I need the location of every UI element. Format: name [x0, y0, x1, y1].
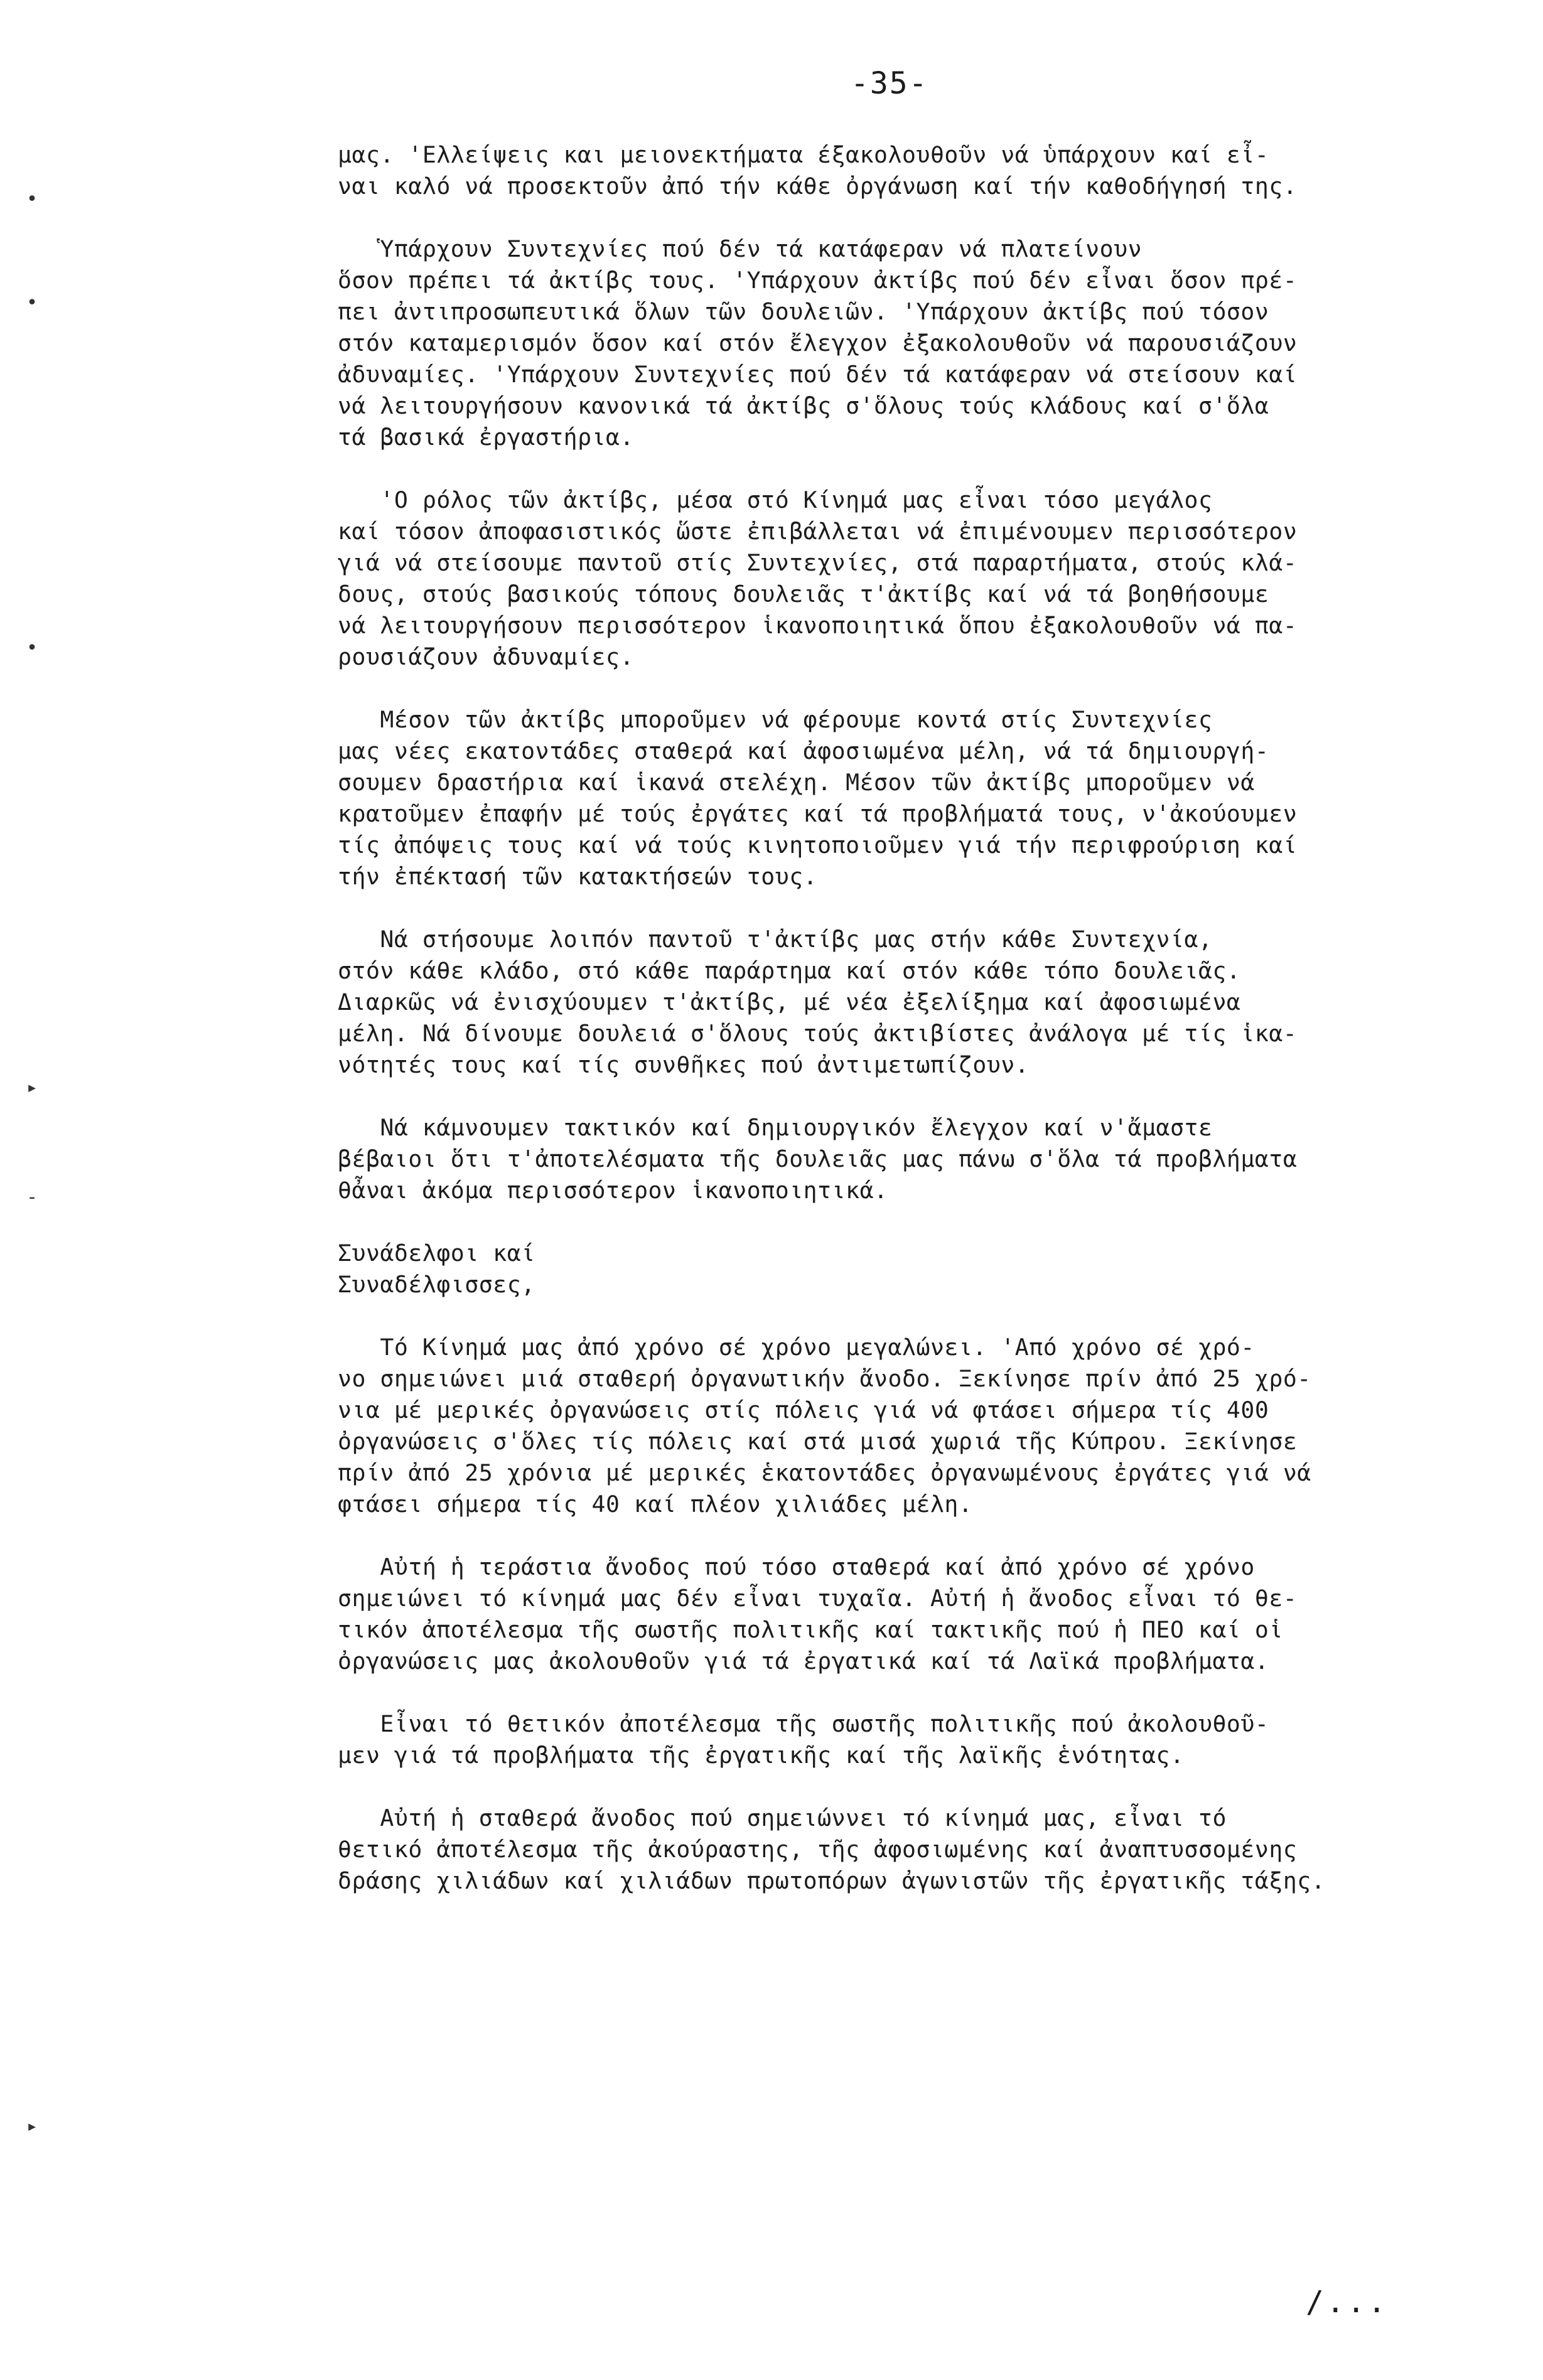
text-line: τίς ἀπόψεις τους καί νά τούς κινητοποιοῦμεν γιά τήν περιφρούριση καί — [338, 832, 1298, 859]
paragraph-gap — [338, 1771, 1487, 1803]
text-line: Διαρκῶς νά ἐνισχύουμεν τ'ἀκτίβς, μέ νέα ἐξελίξημα καί ἀφοσιωμένα — [338, 989, 1241, 1016]
text-line: νότητές τους καί τίς συνθῆκες πού ἀντιμετωπίζουν. — [338, 1051, 1030, 1078]
text-line: Συνάδελφοι καί — [338, 1240, 535, 1267]
text-line: μας. 'Ελλείψεις και μειονεκτήματα έξακολουθοῦν νά ὑπάρχουν καί εἶ- — [338, 141, 1269, 168]
text-line: Εἶναι τό θετικόν ἀποτέλεσμα τῆς σωστῆς πολιτικῆς πού ἀκολουθοῦ- — [338, 1710, 1269, 1737]
text-line: νά λειτουργήσουν περισσότερον ἱκανοποιητικά ὅπου ἐξακολουθοῦν νά πα- — [338, 612, 1298, 639]
text-line: Τό Κίνημά μας ἀπό χρόνο σέ χρόνο μεγαλώνει. 'Από χρόνο σέ χρό- — [338, 1334, 1255, 1361]
paragraph-gap — [338, 673, 1487, 704]
text-line: νια μέ μερικές ὀργανώσεις στίς πόλεις γιά νά φτάσει σήμερα τίς 400 — [338, 1396, 1269, 1423]
text-line: ὅσον πρέπει τά ἀκτίβς τους. 'Υπάρχουν ἀκτίβς πού δέν εἶναι ὅσον πρέ- — [338, 267, 1298, 294]
continuation-mark: /... — [1306, 2285, 1389, 2320]
text-line: νά λειτουργήσουν κανονικά τά ἀκτίβς σ'ὅλους τούς κλάδους καί σ'ὅλα — [338, 392, 1269, 419]
text-line: ρουσιάζουν ἀδυναμίες. — [338, 643, 634, 670]
text-line: πει ἀντιπροσωπευτικά ὅλων τῶν δουλειῶν. 'Υπάρχουν ἀκτίβς πού τόσον — [338, 298, 1269, 325]
paragraph-gap — [338, 453, 1487, 485]
text-line: Συναδέλφισσες, — [338, 1271, 535, 1298]
margin-mark: • — [26, 188, 38, 210]
margin-mark: ▸ — [26, 2115, 38, 2137]
paragraph-gap — [338, 1206, 1487, 1238]
text-line: στόν καταμερισμόν ὅσον καί στόν ἔλεγχον ἐξακολουθοῦν νά παρουσιάζουν — [338, 330, 1298, 356]
text-line: κρατοῦμεν ἐπαφήν μέ τούς ἐργάτες καί τά προβλήματά τους, ν'ἀκούουμεν — [338, 800, 1298, 827]
text-line: τήν ἐπέκτασή τῶν κατακτήσεών τους. — [338, 863, 818, 890]
paragraph-gap — [338, 1081, 1487, 1112]
text-line: ὀργανώσεις μας ἀκολουθοῦν γιά τά ἐργατικά καί τά Λαϊκά προβλήματα. — [338, 1648, 1269, 1675]
text-line: βέβαιοι ὅτι τ'ἀποτελέσματα τῆς δουλειᾶς μας πάνω σ'ὅλα τά προβλήματα — [338, 1145, 1298, 1172]
text-line: σημειώνει τό κίνημά μας δέν εἶναι τυχαῖα. Αὐτή ἡ ἄνοδος εἶναι τό θε- — [338, 1585, 1298, 1612]
text-line: μας νέες εκατοντάδες σταθερά καί ἀφοσιωμένα μέλη, νά τά δημιουργή- — [338, 737, 1269, 764]
paragraph-gap — [338, 1300, 1487, 1332]
text-line: Μέσον τῶν ἀκτίβς μποροῦμεν νά φέρουμε κοντά στίς Συντεχνίες — [338, 706, 1213, 733]
paragraph-gap — [338, 1520, 1487, 1552]
text-line: δράσης χιλιάδων καί χιλιάδων πρωτοπόρων ἀγωνιστῶν τῆς ἐργατικῆς τάξης. — [338, 1867, 1326, 1894]
paragraph-gap — [338, 202, 1487, 233]
text-line: σουμεν δραστήρια καί ἱκανά στελέχη. Μέσον τῶν ἀκτίβς μποροῦμεν νά — [338, 769, 1255, 796]
text-line: ἀδυναμίες. 'Υπάρχουν Συντεχνίες πού δέν τά κατάφεραν νά στείσουν καί — [338, 361, 1298, 388]
text-line: 'Ο ρόλος τῶν ἀκτίβς, μέσα στό Κίνημά μας εἶναι τόσο μεγάλος — [338, 486, 1213, 513]
text-line: Νά κάμνουμεν τακτικόν καί δημιουργικόν ἔλεγχον καί ν'ἄμαστε — [338, 1114, 1213, 1141]
margin-mark: • — [26, 637, 38, 659]
text-line: Αὐτή ἡ σταθερά ἄνοδος πού σημειώννει τό κίνημά μας, εἶναι τό — [338, 1804, 1227, 1831]
text-line: ναι καλό νά προσεκτοῦν ἀπό τήν κάθε ὀργάνωση καί τήν καθοδήγησή της. — [338, 173, 1298, 200]
paragraph-gap — [338, 1677, 1487, 1708]
text-line: νο σημειώνει μιά σταθερή ὀργανωτικήν ἄνοδο. Ξεκίνησε πρίν ἀπό 25 χρό- — [338, 1365, 1311, 1392]
text-line: Νά στήσουμε λοιπόν παντοῦ τ'ἀκτίβς μας στήν κάθε Συντεχνία, — [338, 926, 1213, 953]
text-line: φτάσει σήμερα τίς 40 καί πλέον χιλιάδες μέλη. — [338, 1491, 973, 1518]
text-line: γιά νά στείσουμε παντοῦ στίς Συντεχνίες, στά παραρτήματα, στούς κλά- — [338, 549, 1298, 576]
page-number: -35- — [851, 66, 928, 101]
text-line: τά βασικά ἐργαστήρια. — [338, 424, 634, 451]
text-line: δους, στούς βασικούς τόπους δουλειᾶς τ'ἀκτίβς καί νά τά βοηθήσουμε — [338, 581, 1269, 608]
document-body — [338, 139, 1487, 1897]
text-line: μεν γιά τά προβλήματα τῆς ἐργατικῆς καί τῆς λαϊκῆς ἑνότητας. — [338, 1742, 1185, 1769]
text-line: πρίν ἀπό 25 χρόνια μέ μερικές ἑκατοντάδες ὀργανωμένους ἐργάτες γιά νά — [338, 1459, 1311, 1486]
paragraph-gap — [338, 893, 1487, 924]
text-line: Αὐτή ἡ τεράστια ἄνοδος πού τόσο σταθερά καί ἀπό χρόνο σέ χρόνο — [338, 1553, 1255, 1580]
text-line: Ὑπάρχουν Συντεχνίες πού δέν τά κατάφεραν νά πλατείνουν — [338, 235, 1142, 262]
text-line: στόν κάθε κλάδο, στό κάθε παράρτημα καί στόν κάθε τόπο δουλειᾶς. — [338, 957, 1241, 984]
margin-mark: ▸ — [26, 1076, 38, 1098]
text-line: ὀργανώσεις σ'ὅλες τίς πόλεις καί στά μισά χωριά τῆς Κύπρου. Ξεκίνησε — [338, 1428, 1298, 1455]
text-line: θετικό ἀποτέλεσμα τῆς ἀκούραστης, τῆς ἀφοσιωμένης καί ἀναπτυσσομένης — [338, 1836, 1298, 1863]
text-line: θἆναι ἀκόμα περισσότερον ἱκανοποιητικά. — [338, 1177, 888, 1204]
margin-mark: - — [26, 1186, 38, 1208]
text-line: τικόν ἀποτέλεσμα τῆς σωστῆς πολιτικῆς καί τακτικῆς πού ἡ ΠΕΟ καί οἱ — [338, 1616, 1283, 1643]
text-line: καί τόσον ἀποφασιστικός ὥστε ἐπιβάλλεται νά ἐπιμένουμεν περισσότερον — [338, 518, 1298, 545]
margin-mark: • — [26, 292, 38, 314]
text-line: μέλη. Νά δίνουμε δουλειά σ'ὅλους τούς ἀκτιβίστες ἀνάλογα μέ τίς ἱκα- — [338, 1020, 1298, 1047]
